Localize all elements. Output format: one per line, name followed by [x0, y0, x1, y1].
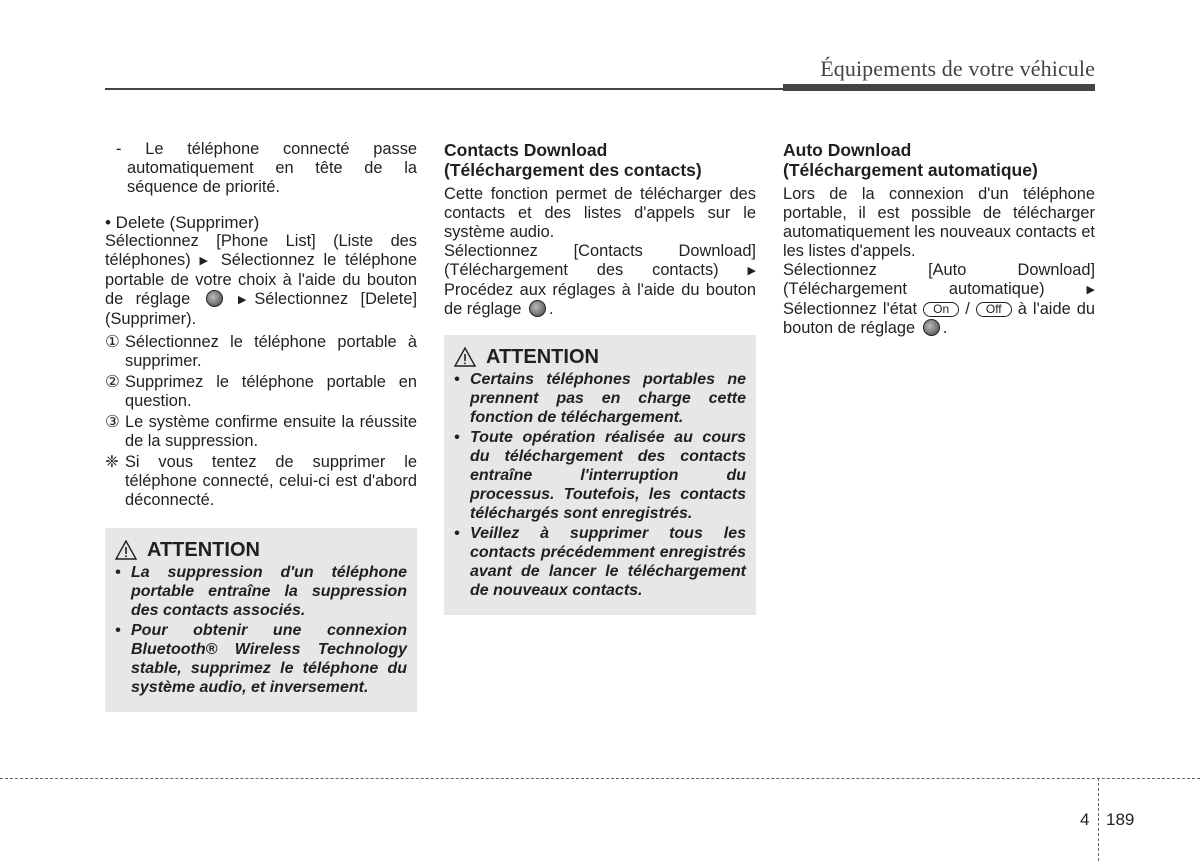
contacts-download-instructions: Sélectionnez [Contacts Download] (Téléchargement des contacts) ▶ Procédez aux réglages à l'aide du bouton de réglage .: [444, 242, 756, 318]
delete-heading: • Delete (Supprimer): [105, 213, 260, 232]
step-text: Le système confirme ensuite la réussite de la suppression.: [125, 413, 417, 450]
attention-title-text: ATTENTION: [147, 538, 260, 561]
delete-text-1: Sélectionnez [Phone List] (Liste des téléphones): [105, 232, 417, 269]
header-rule-accent: [783, 84, 1095, 91]
instruction-text: Sélectionnez [Auto Download] (Téléchargement automatique): [783, 261, 1095, 298]
instruction-text: Procédez aux réglages à l'aide du bouton de réglage: [444, 281, 756, 318]
attention-title-text: ATTENTION: [486, 345, 599, 368]
attention-item-text: La suppression d'un téléphone portable entraîne la suppression des contacts associés.: [131, 564, 407, 619]
note-mark: ❈: [105, 453, 119, 471]
tune-knob-icon: [529, 300, 546, 317]
attention-item-text: Toute opération réalisée au cours du téléchargement des contacts entraîne l'interruption du processus. Toutefois, les contacts téléchargés sont enregistrés.: [470, 429, 746, 522]
section-title-contacts-download: [444, 140, 756, 180]
section-title-line: Auto Download: [783, 140, 912, 160]
section-title-auto-download: [783, 140, 1095, 180]
tune-knob-icon: [923, 319, 940, 336]
section-title-line: Contacts Download: [444, 140, 608, 160]
arrow-right-icon: ▶: [1086, 284, 1095, 296]
step-number: ①: [105, 333, 120, 351]
on-button-icon: On: [923, 302, 959, 317]
page-header-title: Équipements de votre véhicule: [820, 56, 1095, 81]
page-number: 189: [1106, 810, 1135, 829]
attention-title: [454, 347, 746, 367]
delete-text-2: Sélectionnez le téléphone portable de votre choix à l'aide du bouton de réglage: [105, 251, 417, 308]
column-left: [105, 140, 417, 712]
arrow-right-icon: ▶: [199, 255, 213, 267]
attention-item: • Toute opération réalisée au cours du téléchargement des contacts entraîne l'interruption du processus. Toutefois, les contacts téléchargés sont enregistrés.: [454, 429, 746, 522]
section-title-line: (Téléchargement des contacts): [444, 160, 702, 180]
attention-item: • Pour obtenir une connexion Bluetooth® Wireless Technology stable, supprimez le téléphone du système audio, et inversement.: [115, 622, 407, 696]
column-right: [783, 140, 1095, 338]
contacts-download-description: Cette fonction permet de télécharger des contacts et des listes d'appels sur le système audio.: [444, 185, 756, 241]
attention-item-text: Certains téléphones portables ne prennent pas en charge cette fonction de téléchargement.: [470, 371, 746, 426]
attention-item: • Veillez à supprimer tous les contacts précédemment enregistrés avant de lancer le téléchargement de nouveaux contacts.: [454, 525, 746, 599]
attention-item: • La suppression d'un téléphone portable entraîne la suppression des contacts associés.: [115, 564, 407, 619]
delete-instructions: [105, 232, 417, 329]
separator-text: /: [959, 300, 976, 318]
step-number: ②: [105, 373, 120, 391]
tune-knob-icon: [206, 290, 223, 307]
auto-download-description: Lors de la connexion d'un téléphone portable, il est possible de télécharger automatiquement les nouveaux contacts et les listes d'appels.: [783, 185, 1095, 260]
auto-download-instructions: Sélectionnez [Auto Download] (Téléchargement automatique) ▶ Sélectionnez l'état On / Off à l'aide du bouton de réglage .: [783, 261, 1095, 337]
attention-item: • Certains téléphones portables ne prennent pas en charge cette fonction de téléchargement.: [454, 371, 746, 426]
attention-box-contacts: [444, 335, 756, 615]
footer-vertical-divider: [1098, 778, 1099, 861]
delete-text-3: Sélectionnez [Delete] (Supprimer).: [105, 290, 418, 328]
instruction-text: à l'aide du bouton de réglage: [783, 300, 1095, 337]
step-number: ③: [105, 413, 120, 431]
step-text: Sélectionnez le téléphone portable à supprimer.: [125, 333, 417, 370]
step-text: Supprimez le téléphone portable en question.: [125, 373, 417, 410]
warning-icon: [454, 347, 476, 367]
warning-icon: [115, 540, 137, 560]
instruction-text: Sélectionnez [Contacts Download] (Téléchargement des contacts): [444, 242, 756, 279]
off-button-icon: Off: [976, 302, 1012, 317]
column-middle: [444, 140, 756, 615]
step-item: [105, 333, 417, 371]
step-item: [105, 373, 417, 411]
attention-box-delete: [105, 528, 417, 712]
arrow-right-icon: ▶: [747, 265, 756, 277]
attention-item-text: Veillez à supprimer tous les contacts précédemment enregistrés avant de lancer le téléchargement de nouveaux contacts.: [470, 525, 746, 599]
note-item: [105, 453, 417, 510]
chapter-number: 4: [1080, 810, 1090, 829]
footer-divider: [0, 778, 1200, 779]
attention-item-text: Pour obtenir une connexion Bluetooth® Wireless Technology stable, supprimez le téléphone du système audio, et inversement.: [131, 622, 407, 696]
arrow-right-icon: ▶: [238, 294, 255, 306]
attention-title: [115, 540, 407, 560]
section-title-line: (Téléchargement automatique): [783, 160, 1038, 180]
priority-note: - Le téléphone connecté passe automatiquement en tête de la séquence de priorité.: [116, 140, 417, 196]
instruction-text: Sélectionnez l'état: [783, 300, 924, 318]
step-item: [105, 413, 417, 451]
note-text: Si vous tentez de supprimer le téléphone connecté, celui-ci est d'abord déconnecté.: [125, 453, 417, 509]
